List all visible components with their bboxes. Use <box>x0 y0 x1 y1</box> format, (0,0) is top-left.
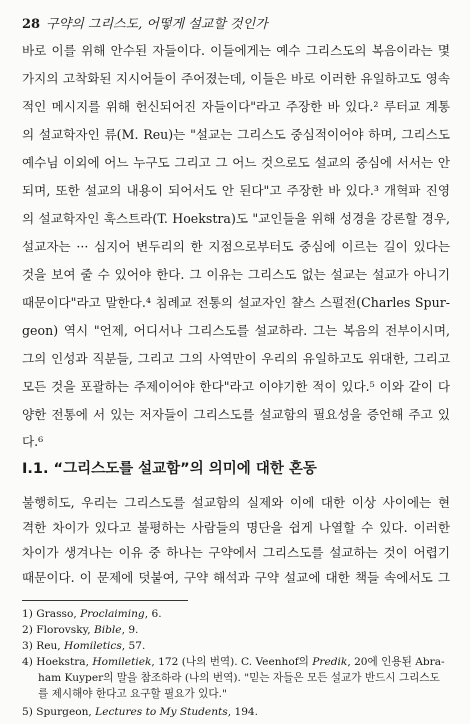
section-heading: I.1. “그리스도를 설교함”의 의미에 대한 혼동 <box>22 461 317 477</box>
body-line: 그의 인성과 직분들, 그리고 그의 사역만이 우리의 유일하고도 위대한, 그리고 <box>22 351 450 366</box>
body-line: 때문이다"라고 말한다.⁴ 침례교 전통의 설교자인 챨스 스펄전(Charles Spur- <box>22 295 450 310</box>
footnote-3: 3) Reu, Homiletics, 57. <box>22 640 146 652</box>
footnote-rule <box>22 600 188 601</box>
body-line: geon) 역시 "언제, 어디서나 그리스도를 설교하라. 그는 복음의 전부이시며, <box>22 323 450 338</box>
body-line: 예수님 이외에 어느 누구도 그리고 그 어느 것으로도 설교의 중심에 서서는 안 <box>22 155 450 170</box>
section-line: 격한 차이가 있다고 불평하는 사람들의 명단을 쉽게 나열할 수 있다. 이러한 <box>22 520 450 535</box>
body-line: 모든 것을 포괄하는 주제이어야 한다"라고 이야기한 적이 있다.⁵ 이와 같이 다 <box>22 379 450 394</box>
footnote-2: 2) Florovsky, Bible, 9. <box>22 624 139 636</box>
running-header <box>22 13 450 32</box>
body-line: 것을 보여 줄 수 있어야 한다. 그 이유는 그리스도 없는 설교는 설교가 아니기 <box>22 267 450 282</box>
body-line: 가지의 고착화된 지시어들이 주어졌는데, 이들은 바로 이러한 유일하고도 영속 <box>22 71 450 86</box>
body-line: 양한 전통에 서 있는 저자들이 그리스도를 설교함의 필요성을 증언해 주고 있 <box>22 407 450 422</box>
section-line: 차이가 생겨나는 이유 중 하나는 구약에서 그리스도를 설교하는 것이 어렵기 <box>22 545 450 560</box>
page-number: 28 <box>22 17 41 32</box>
footnote-1: 1) Grasso, Proclaiming, 6. <box>22 608 162 620</box>
footnote-5: 5) Spurgeon, Lectures to My Students, 194. <box>22 706 259 718</box>
body-line: 의 설교학자인 훅스트라(T. Hoekstra)도 "교인들을 위해 성경을 강론할 경우, <box>22 211 450 226</box>
footnote-4-line-2: ham Kuyper의 말을 참조하라 (나의 번역). "믿는 자들은 모든 설교가 반드시 그리스도 <box>38 672 440 684</box>
body-line: 설교자는 ··· 심지어 변두리의 한 지점으로부터도 중심에 이르는 길이 있다는 <box>22 239 450 254</box>
body-line: 의 설교학자인 류(M. Reu)는 "설교는 그리스도 중심적이어야 하며, 그리스도 <box>22 127 450 142</box>
footnote-4: 4) Hoekstra, Homiletiek, 172 (나의 번역). C. Veenhof의 Predik, 20에 인용된 Abra- <box>22 656 445 668</box>
body-line: 되며, 또한 설교의 내용이 되어서도 안 된다"고 주장한 바 있다.³ 개혁파 진영 <box>22 183 450 198</box>
footnote-4-line-3: 를 제시해야 한다고 요구할 필요가 있다." <box>38 688 227 700</box>
body-line: 바로 이를 위해 안수된 자들이다. 이들에게는 예수 그리스도의 복음이라는 몇 <box>22 43 450 58</box>
section-line: 때문이다. 이 문제에 덧붙여, 구약 해석과 구약 설교에 대한 책들 속에서도 그 <box>22 570 450 585</box>
section-line: 불행히도, 우리는 그리스도를 설교함의 실제와 이에 대한 이상 사이에는 현 <box>22 495 450 510</box>
body-line: 적인 메시지를 위해 헌신되어진 자들이다"라고 주장한 바 있다.² 루터교 계통 <box>22 99 450 114</box>
running-title: 구약의 그리스도, 어떻게 설교할 것인가 <box>46 17 268 32</box>
body-line-end: 다.⁶ <box>22 434 44 449</box>
